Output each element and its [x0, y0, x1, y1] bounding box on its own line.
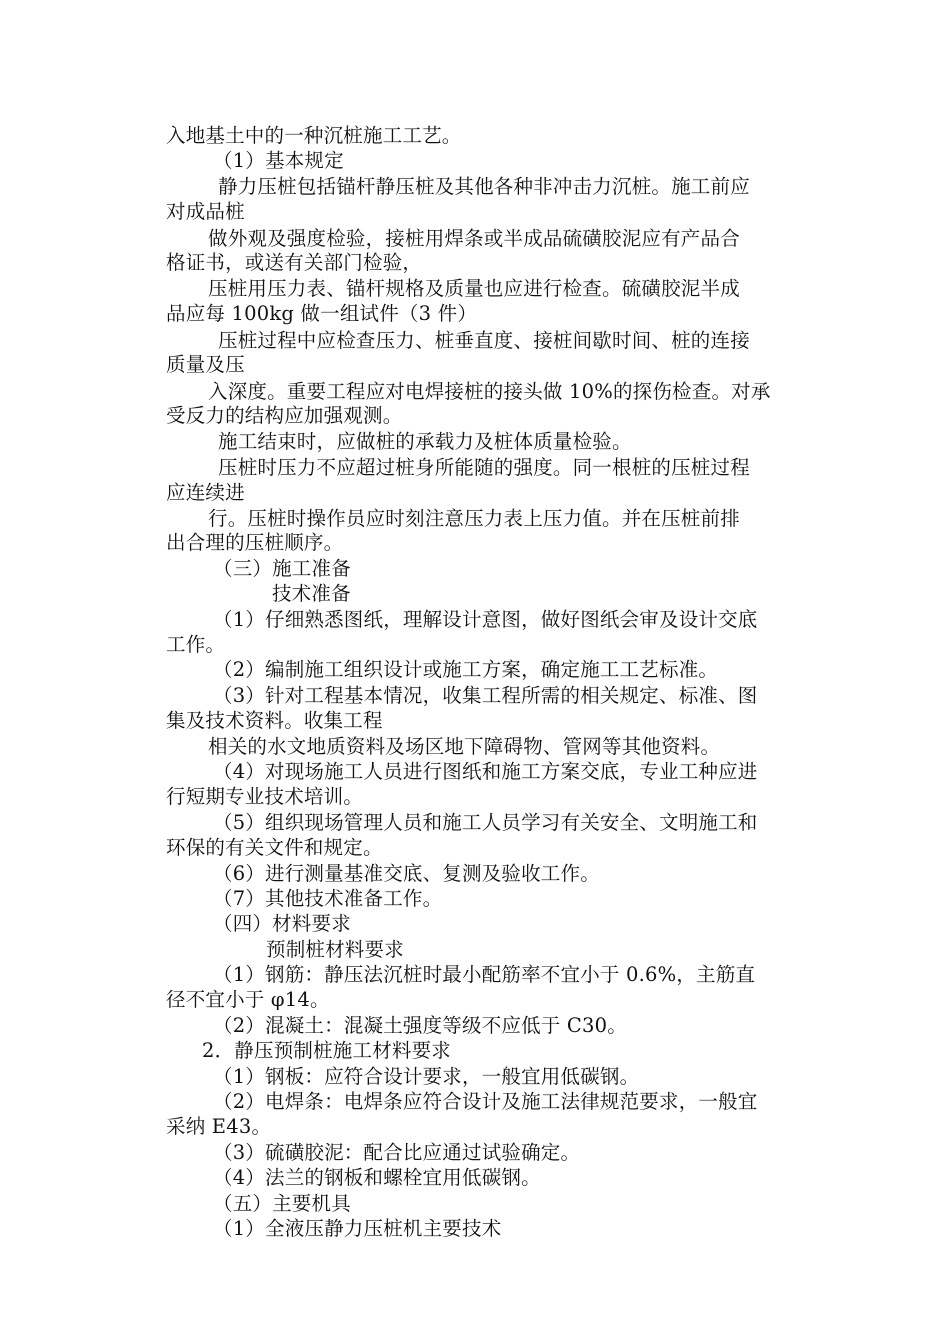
list-item: （6）进行测量基准交底、复测及验收工作。 [213, 862, 600, 885]
text-line: 环保的有关文件和规定。 [166, 836, 383, 859]
text-line: 入深度。重要工程应对电焊接桩的接头做 10%的探伤检查。对承 [208, 380, 771, 403]
text-line: 集及技术资料。收集工程 [166, 709, 383, 732]
list-item: （2）编制施工组织设计或施工方案，确定施工工艺标准。 [213, 658, 719, 681]
subsection-heading: 技术准备 [272, 582, 351, 605]
text-line: 采纳 E43。 [166, 1115, 272, 1138]
text-line: 出合理的压桩顺序。 [166, 531, 344, 554]
text-line: 做外观及强度检验，接桩用焊条或半成品硫磺胶泥应有产品合 [208, 227, 740, 250]
section-heading: （四）材料要求 [213, 912, 351, 935]
text-line: 压桩用压力表、锚杆规格及质量也应进行检查。硫磺胶泥半成 [208, 277, 740, 300]
text-line: 压桩过程中应检查压力、桩垂直度、接桩间歇时间、桩的连接 [218, 329, 750, 352]
text-line: 工作。 [166, 633, 226, 656]
text-line: 行。压桩时操作员应时刻注意压力表上压力值。并在压桩前排 [208, 507, 740, 530]
subsection-heading: 预制桩材料要求 [266, 938, 404, 961]
list-item: （7）其他技术准备工作。 [213, 887, 443, 910]
section-heading: （1）基本规定 [213, 149, 344, 172]
list-item: （5）组织现场管理人员和施工人员学习有关安全、文明施工和 [213, 811, 758, 834]
list-item: （3）硫磺胶泥：配合比应通过试验确定。 [213, 1141, 581, 1164]
list-item: （1）钢板：应符合设计要求，一般宜用低碳钢。 [213, 1065, 640, 1088]
text-line: 施工结束时，应做桩的承载力及桩体质量检验。 [218, 430, 632, 453]
list-item: （4）法兰的钢板和螺栓宜用低碳钢。 [213, 1166, 541, 1189]
section-heading: （五）主要机具 [213, 1192, 351, 1215]
subsection-heading: 2．静压预制桩施工材料要求 [202, 1039, 452, 1062]
list-item: （1）仔细熟悉图纸，理解设计意图，做好图纸会审及设计交底 [213, 608, 758, 631]
text-line: 静力压桩包括锚杆静压桩及其他各种非冲击力沉桩。施工前应 [218, 175, 750, 198]
text-line: 行短期专业技术培训。 [166, 785, 364, 808]
text-line: 对成品桩 [166, 200, 245, 223]
list-item: （2）电焊条：电焊条应符合设计及施工法律规范要求，一般宜 [213, 1090, 758, 1113]
text-line: 径不宜小于 φ14。 [166, 988, 330, 1011]
list-item: （2）混凝土：混凝土强度等级不应低于 C30。 [213, 1014, 627, 1037]
text-line: 入地基土中的一种沉桩施工工艺。 [166, 124, 462, 147]
text-line: 质量及压 [166, 353, 245, 376]
text-line: 应连续进 [166, 481, 245, 504]
text-line: 格证书，或送有关部门检验， [166, 251, 423, 274]
list-item: （4）对现场施工人员进行图纸和施工方案交底，专业工种应进 [213, 760, 758, 783]
list-item: （1）全液压静力压桩机主要技术 [213, 1217, 502, 1240]
list-item: （3）针对工程基本情况，收集工程所需的相关规定、标准、图 [213, 684, 758, 707]
text-line: 压桩时压力不应超过桩身所能随的强度。同一根桩的压桩过程 [218, 456, 750, 479]
text-line: 受反力的结构应加强观测。 [166, 404, 403, 427]
list-item: （1）钢筋：静压法沉桩时最小配筋率不宜小于 0.6%，主筋直 [213, 963, 756, 986]
section-heading: （三）施工准备 [213, 557, 351, 580]
text-line: 品应每 100kg 做一组试件（3 件） [166, 302, 478, 325]
text-line: 相关的水文地质资料及场区地下障碍物、管网等其他资料。 [208, 735, 721, 758]
